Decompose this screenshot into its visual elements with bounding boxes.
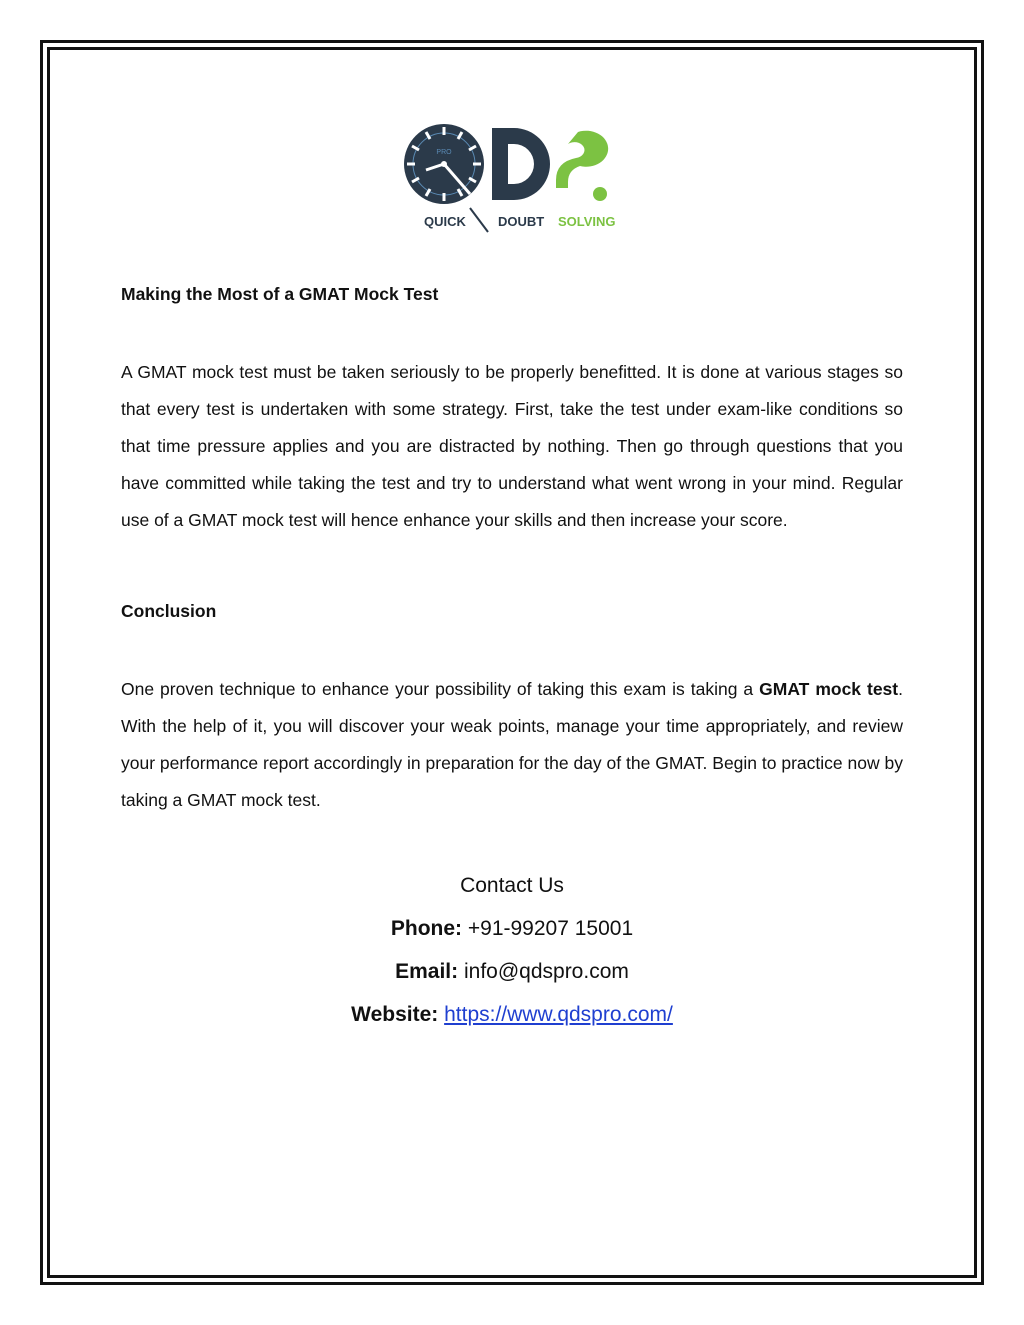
email-value: info@qdspro.com — [458, 960, 629, 983]
conclusion-bold-link-text: GMAT mock test — [759, 679, 899, 699]
article-content — [121, 280, 903, 819]
phone-label: Phone: — [390, 917, 463, 940]
email-label: Email: — [395, 960, 459, 983]
section-heading-conclusion: Conclusion — [121, 601, 217, 621]
phone-value: +91-99207 15001 — [462, 917, 634, 940]
logo-word-doubt: DOUBT — [498, 214, 545, 229]
contact-phone — [0, 917, 1024, 941]
logo-word-solving: SOLVING — [558, 214, 616, 229]
conclusion-text-start: One proven technique to enhance your possibility of taking this exam is taking a — [121, 679, 760, 699]
contact-email — [0, 960, 1024, 984]
conclusion-text-end: . With the help of it, you will discover your weak points, manage your time appropriately, and review your performance report accordingly in preparation for the day of the GMAT. Begin to practice now by taking a GMAT mock test. — [121, 679, 903, 810]
qds-logo — [400, 118, 632, 240]
contact-title: Contact Us — [460, 874, 564, 897]
logo-word-quick: QUICK — [424, 214, 466, 229]
section-body-conclusion — [121, 671, 903, 819]
section-heading-mock-test: Making the Most of a GMAT Mock Test — [121, 284, 439, 304]
logo-badge-text: PRO — [436, 149, 452, 156]
section-body-mock-test: A GMAT mock test must be taken seriously to be properly benefitted. It is done at various stages so that every test is undertaken with some strategy. First, take the test under exam-like conditions so that time pressure applies and you are distracted by nothing. Then go through questions that you have committed while taking the test and try to understand what went wrong in your mind. Regular use of a GMAT mock test will hence enhance your skills and then increase your score. — [121, 362, 903, 530]
website-link[interactable]: https://www.qdspro.com/ — [444, 1003, 673, 1026]
contact-website — [0, 1003, 1024, 1027]
website-label: Website: — [351, 1003, 439, 1026]
